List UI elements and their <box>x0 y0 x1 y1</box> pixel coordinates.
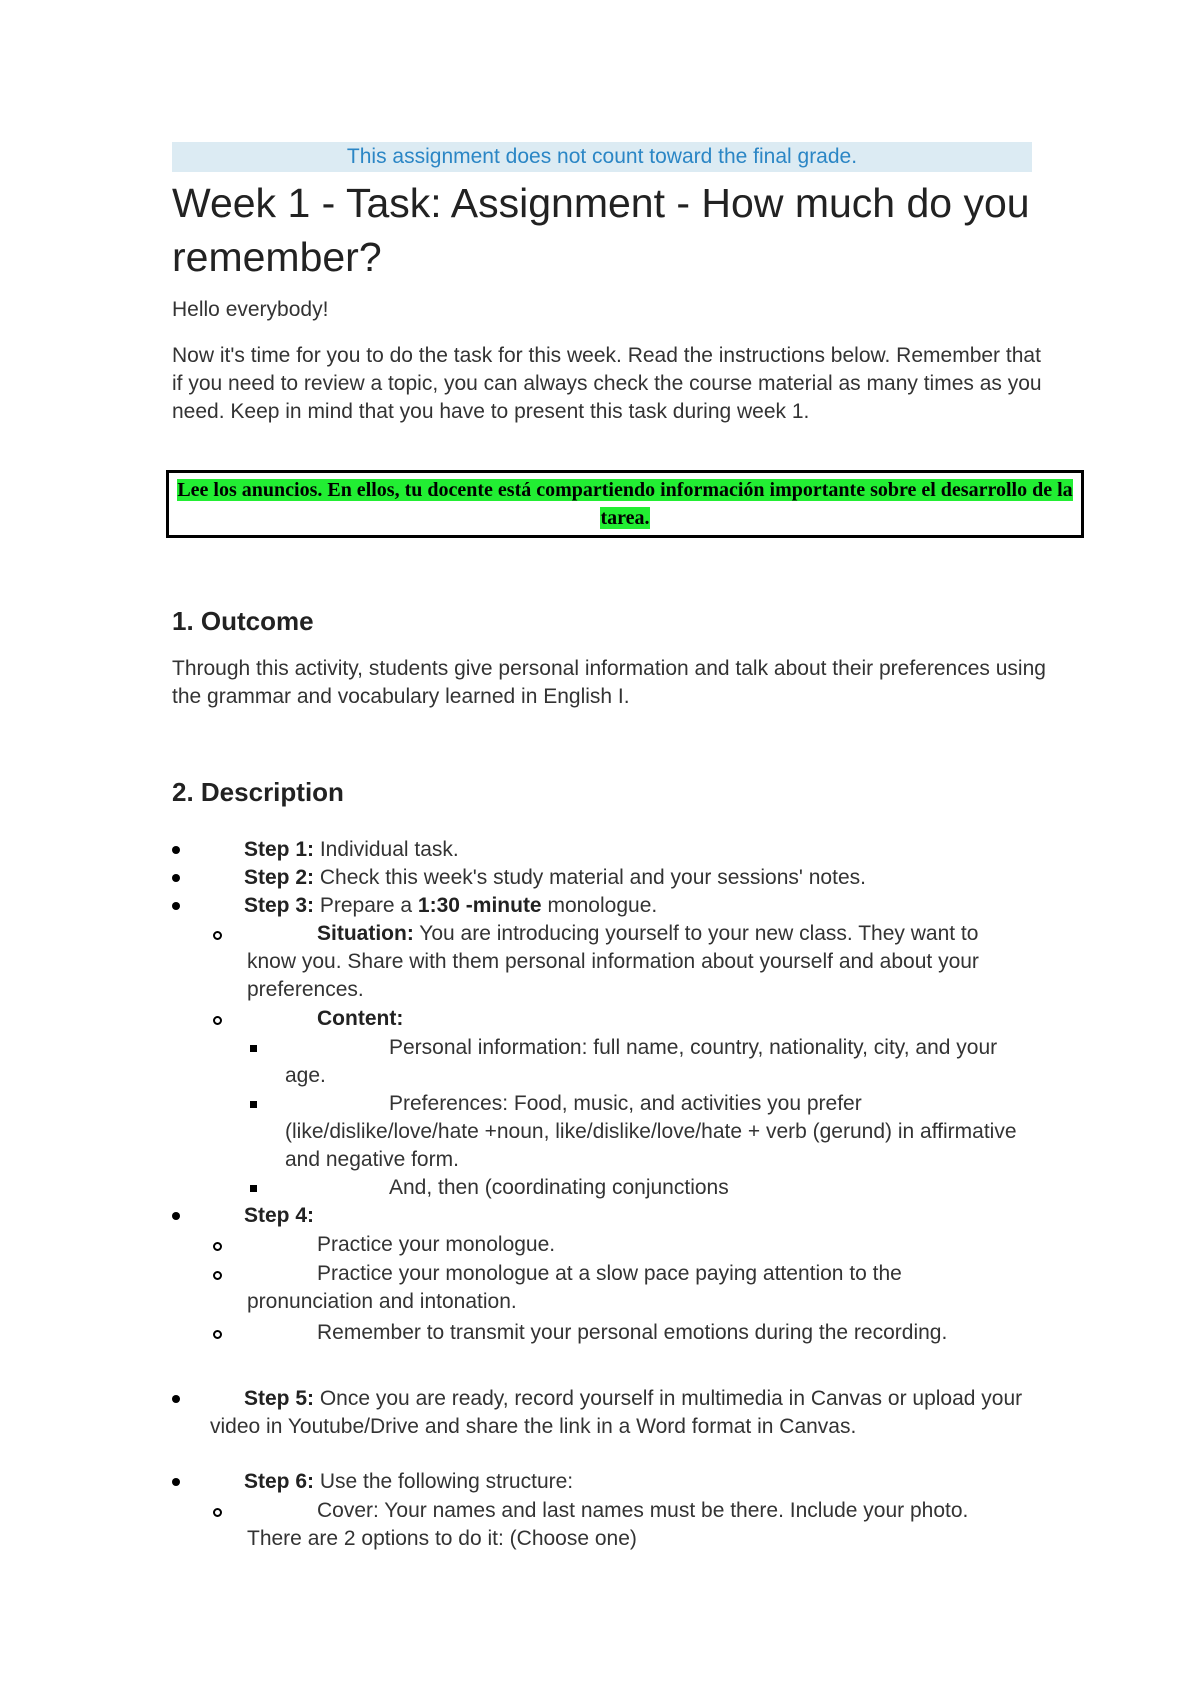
list-item-step-5: Step 5: Once you are ready, record yourself in multimedia in Canvas or upload your video in Youtube/Drive and share the link in a Word format in Canvas. <box>210 1387 1023 1438</box>
bullet-icon <box>172 846 180 854</box>
square-bullet-icon <box>250 1185 257 1192</box>
list-item-step-6: Step 6: Use the following structure: <box>244 1470 574 1493</box>
grade-notice-banner: This assignment does not count toward the final grade. <box>172 142 1032 172</box>
circle-bullet-icon <box>213 1242 222 1251</box>
square-bullet-icon <box>250 1045 257 1052</box>
square-bullet-icon <box>250 1101 257 1108</box>
page-title: Week 1 - Task: Assignment - How much do you remember? <box>172 180 1030 280</box>
circle-bullet-icon <box>213 931 222 940</box>
announcement-highlight: Lee los anuncios. En ellos, tu docente está compartiendo información importante sobre el desarrollo de la tarea. <box>177 479 1073 529</box>
intro-paragraph: Now it's time for you to do the task for this week. Read the instructions below. Remember that if you need to review a topic, you can always check the course material as many times as you need. Keep in mind that you have to present this task during week 1. <box>172 344 1042 423</box>
bullet-icon <box>172 1212 180 1220</box>
list-item-emotions: Remember to transmit your personal emotions during the recording. <box>317 1321 948 1344</box>
outcome-text: Through this activity, students give personal information and talk about their preferences using the grammar and vocabulary learned in English I. <box>172 657 1046 708</box>
announcement-box <box>166 470 1084 538</box>
list-item-conjunctions: And, then (coordinating conjunctions <box>389 1176 729 1199</box>
circle-bullet-icon <box>213 1271 222 1280</box>
list-item-cover: Cover: Your names and last names must be there. Include your photo. There are 2 options to do it: (Choose one) <box>247 1499 969 1550</box>
bullet-icon <box>172 902 180 910</box>
list-item-situation: Situation: You are introducing yourself to your new class. They want to know you. Share with them personal information about yourself and about your preferences. <box>247 922 979 1001</box>
circle-bullet-icon <box>213 1508 222 1517</box>
bullet-icon <box>172 874 180 882</box>
list-item-content: Content: <box>317 1007 404 1030</box>
circle-bullet-icon <box>213 1016 222 1025</box>
list-item-preferences: Preferences: Food, music, and activities you prefer (like/dislike/love/hate +noun, like/dislike/love/hate + verb (gerund) in affirmative and negative form. <box>285 1092 1017 1171</box>
list-item-practice: Practice your monologue. <box>317 1233 556 1256</box>
list-item-step-2: Step 2: Check this week's study material and your sessions' notes. <box>244 866 866 889</box>
list-item-step-4: Step 4: <box>244 1204 315 1227</box>
list-item-step-3: Step 3: Prepare a 1:30 -minute monologue. <box>244 894 658 917</box>
circle-bullet-icon <box>213 1330 222 1339</box>
bullet-icon <box>172 1478 180 1486</box>
greeting-text: Hello everybody! <box>172 298 329 321</box>
list-item-personal-information: Personal information: full name, country, nationality, city, and your age. <box>285 1036 998 1087</box>
description-heading: 2. Description <box>172 777 344 807</box>
outcome-heading: 1. Outcome <box>172 606 314 636</box>
list-item-step-1: Step 1: Individual task. <box>244 838 459 861</box>
list-item-slow-pace: Practice your monologue at a slow pace paying attention to the pronunciation and intonation. <box>247 1262 902 1313</box>
bullet-icon <box>172 1395 180 1403</box>
